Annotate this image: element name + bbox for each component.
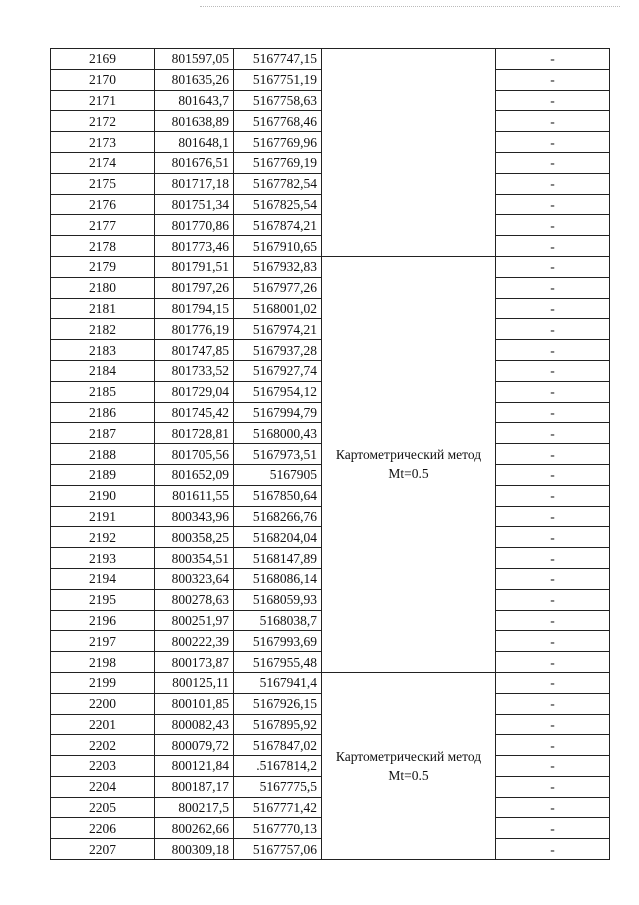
point-number-cell: 2185	[51, 381, 155, 402]
accuracy-dash-cell: -	[496, 69, 610, 90]
method-cell	[322, 256, 496, 672]
y-coordinate-cell: 5167758,63	[234, 90, 322, 111]
accuracy-dash-cell: -	[496, 714, 610, 735]
point-number-cell: 2196	[51, 610, 155, 631]
point-number-cell: 2189	[51, 464, 155, 485]
accuracy-dash-cell: -	[496, 402, 610, 423]
accuracy-dash-cell: -	[496, 735, 610, 756]
method-text-line: Mt=0.5	[388, 767, 429, 783]
y-coordinate-cell: 5167771,42	[234, 797, 322, 818]
y-coordinate-cell: .5167814,2	[234, 756, 322, 777]
accuracy-dash-cell: -	[496, 444, 610, 465]
y-coordinate-cell: 5167768,46	[234, 111, 322, 132]
accuracy-dash-cell: -	[496, 152, 610, 173]
point-number-cell: 2171	[51, 90, 155, 111]
x-coordinate-cell: 801747,85	[155, 340, 234, 361]
accuracy-dash-cell: -	[496, 49, 610, 70]
point-number-cell: 2177	[51, 215, 155, 236]
y-coordinate-cell: 5167927,74	[234, 360, 322, 381]
y-coordinate-cell: 5168204,04	[234, 527, 322, 548]
y-coordinate-cell: 5167769,19	[234, 152, 322, 173]
accuracy-dash-cell: -	[496, 360, 610, 381]
accuracy-dash-cell: -	[496, 610, 610, 631]
point-number-cell: 2197	[51, 631, 155, 652]
y-coordinate-cell: 5167847,02	[234, 735, 322, 756]
point-number-cell: 2194	[51, 568, 155, 589]
x-coordinate-cell: 800173,87	[155, 652, 234, 673]
y-coordinate-cell: 5167850,64	[234, 485, 322, 506]
accuracy-dash-cell: -	[496, 652, 610, 673]
x-coordinate-cell: 801643,7	[155, 90, 234, 111]
accuracy-dash-cell: -	[496, 672, 610, 693]
y-coordinate-cell: 5167941,4	[234, 672, 322, 693]
x-coordinate-cell: 800358,25	[155, 527, 234, 548]
y-coordinate-cell: 5167874,21	[234, 215, 322, 236]
point-number-cell: 2198	[51, 652, 155, 673]
point-number-cell: 2191	[51, 506, 155, 527]
x-coordinate-cell: 800251,97	[155, 610, 234, 631]
point-number-cell: 2206	[51, 818, 155, 839]
point-number-cell: 2178	[51, 236, 155, 257]
point-number-cell: 2195	[51, 589, 155, 610]
y-coordinate-cell: 5167782,54	[234, 173, 322, 194]
point-number-cell: 2173	[51, 132, 155, 153]
method-cell	[322, 672, 496, 859]
point-number-cell: 2170	[51, 69, 155, 90]
accuracy-dash-cell: -	[496, 527, 610, 548]
accuracy-dash-cell: -	[496, 464, 610, 485]
point-number-cell: 2205	[51, 797, 155, 818]
point-number-cell: 2169	[51, 49, 155, 70]
x-coordinate-cell: 801794,15	[155, 298, 234, 319]
y-coordinate-cell: 5167775,5	[234, 776, 322, 797]
y-coordinate-cell: 5167747,15	[234, 49, 322, 70]
accuracy-dash-cell: -	[496, 298, 610, 319]
y-coordinate-cell: 5167954,12	[234, 381, 322, 402]
point-number-cell: 2188	[51, 444, 155, 465]
accuracy-dash-cell: -	[496, 756, 610, 777]
scan-header-line	[200, 6, 620, 9]
point-number-cell: 2180	[51, 277, 155, 298]
y-coordinate-cell: 5167973,51	[234, 444, 322, 465]
point-number-cell: 2183	[51, 340, 155, 361]
x-coordinate-cell: 801729,04	[155, 381, 234, 402]
point-number-cell: 2199	[51, 672, 155, 693]
point-number-cell: 2200	[51, 693, 155, 714]
y-coordinate-cell: 5167932,83	[234, 256, 322, 277]
point-number-cell: 2204	[51, 776, 155, 797]
y-coordinate-cell: 5167770,13	[234, 818, 322, 839]
y-coordinate-cell: 5167769,96	[234, 132, 322, 153]
accuracy-dash-cell: -	[496, 423, 610, 444]
y-coordinate-cell: 5167910,65	[234, 236, 322, 257]
x-coordinate-cell: 801791,51	[155, 256, 234, 277]
x-coordinate-cell: 800101,85	[155, 693, 234, 714]
accuracy-dash-cell: -	[496, 381, 610, 402]
accuracy-dash-cell: -	[496, 797, 610, 818]
point-number-cell: 2181	[51, 298, 155, 319]
accuracy-dash-cell: -	[496, 194, 610, 215]
point-number-cell: 2190	[51, 485, 155, 506]
point-number-cell: 2201	[51, 714, 155, 735]
method-text-line: Картометрический метод	[335, 447, 482, 463]
method-cell	[322, 49, 496, 257]
y-coordinate-cell: 5167974,21	[234, 319, 322, 340]
accuracy-dash-cell: -	[496, 631, 610, 652]
x-coordinate-cell: 801751,34	[155, 194, 234, 215]
accuracy-dash-cell: -	[496, 111, 610, 132]
y-coordinate-cell: 5167937,28	[234, 340, 322, 361]
accuracy-dash-cell: -	[496, 693, 610, 714]
accuracy-dash-cell: -	[496, 485, 610, 506]
y-coordinate-cell: 5167905	[234, 464, 322, 485]
x-coordinate-cell: 801728,81	[155, 423, 234, 444]
y-coordinate-cell: 5167993,69	[234, 631, 322, 652]
x-coordinate-cell: 800309,18	[155, 839, 234, 860]
y-coordinate-cell: 5167757,06	[234, 839, 322, 860]
x-coordinate-cell: 800217,5	[155, 797, 234, 818]
y-coordinate-cell: 5167825,54	[234, 194, 322, 215]
accuracy-dash-cell: -	[496, 568, 610, 589]
accuracy-dash-cell: -	[496, 256, 610, 277]
point-number-cell: 2182	[51, 319, 155, 340]
point-number-cell: 2207	[51, 839, 155, 860]
x-coordinate-cell: 800354,51	[155, 548, 234, 569]
accuracy-dash-cell: -	[496, 506, 610, 527]
accuracy-dash-cell: -	[496, 839, 610, 860]
x-coordinate-cell: 800323,64	[155, 568, 234, 589]
x-coordinate-cell: 801745,42	[155, 402, 234, 423]
accuracy-dash-cell: -	[496, 776, 610, 797]
y-coordinate-cell: 5167926,15	[234, 693, 322, 714]
x-coordinate-cell: 801638,89	[155, 111, 234, 132]
accuracy-dash-cell: -	[496, 340, 610, 361]
x-coordinate-cell: 801773,46	[155, 236, 234, 257]
accuracy-dash-cell: -	[496, 548, 610, 569]
coordinates-table	[50, 48, 610, 860]
point-number-cell: 2203	[51, 756, 155, 777]
accuracy-dash-cell: -	[496, 277, 610, 298]
x-coordinate-cell: 801797,26	[155, 277, 234, 298]
point-number-cell: 2176	[51, 194, 155, 215]
accuracy-dash-cell: -	[496, 589, 610, 610]
x-coordinate-cell: 800262,66	[155, 818, 234, 839]
method-text-line: Mt=0.5	[388, 466, 429, 482]
accuracy-dash-cell: -	[496, 236, 610, 257]
point-number-cell: 2174	[51, 152, 155, 173]
y-coordinate-cell: 5168059,93	[234, 589, 322, 610]
x-coordinate-cell: 800082,43	[155, 714, 234, 735]
y-coordinate-cell: 5168086,14	[234, 568, 322, 589]
y-coordinate-cell: 5168266,76	[234, 506, 322, 527]
x-coordinate-cell: 801597,05	[155, 49, 234, 70]
x-coordinate-cell: 801611,55	[155, 485, 234, 506]
table-row	[51, 256, 610, 277]
x-coordinate-cell: 800079,72	[155, 735, 234, 756]
x-coordinate-cell: 801733,52	[155, 360, 234, 381]
y-coordinate-cell: 5167955,48	[234, 652, 322, 673]
method-text-line: Картометрический метод	[335, 748, 482, 764]
table-row	[51, 672, 610, 693]
accuracy-dash-cell: -	[496, 215, 610, 236]
point-number-cell: 2202	[51, 735, 155, 756]
x-coordinate-cell: 801652,09	[155, 464, 234, 485]
x-coordinate-cell: 800343,96	[155, 506, 234, 527]
x-coordinate-cell: 800125,11	[155, 672, 234, 693]
point-number-cell: 2192	[51, 527, 155, 548]
y-coordinate-cell: 5167751,19	[234, 69, 322, 90]
accuracy-dash-cell: -	[496, 132, 610, 153]
point-number-cell: 2175	[51, 173, 155, 194]
accuracy-dash-cell: -	[496, 90, 610, 111]
x-coordinate-cell: 800278,63	[155, 589, 234, 610]
coordinates-table-body	[51, 49, 610, 860]
table-row	[51, 49, 610, 70]
y-coordinate-cell: 5167895,92	[234, 714, 322, 735]
x-coordinate-cell: 801676,51	[155, 152, 234, 173]
y-coordinate-cell: 5167994,79	[234, 402, 322, 423]
x-coordinate-cell: 800121,84	[155, 756, 234, 777]
point-number-cell: 2172	[51, 111, 155, 132]
y-coordinate-cell: 5168147,89	[234, 548, 322, 569]
point-number-cell: 2193	[51, 548, 155, 569]
y-coordinate-cell: 5168001,02	[234, 298, 322, 319]
point-number-cell: 2186	[51, 402, 155, 423]
x-coordinate-cell: 800187,17	[155, 776, 234, 797]
accuracy-dash-cell: -	[496, 319, 610, 340]
point-number-cell: 2187	[51, 423, 155, 444]
y-coordinate-cell: 5168038,7	[234, 610, 322, 631]
x-coordinate-cell: 801705,56	[155, 444, 234, 465]
x-coordinate-cell: 801776,19	[155, 319, 234, 340]
accuracy-dash-cell: -	[496, 173, 610, 194]
accuracy-dash-cell: -	[496, 818, 610, 839]
x-coordinate-cell: 801717,18	[155, 173, 234, 194]
point-number-cell: 2179	[51, 256, 155, 277]
y-coordinate-cell: 5167977,26	[234, 277, 322, 298]
x-coordinate-cell: 801648,1	[155, 132, 234, 153]
point-number-cell: 2184	[51, 360, 155, 381]
y-coordinate-cell: 5168000,43	[234, 423, 322, 444]
x-coordinate-cell: 801770,86	[155, 215, 234, 236]
x-coordinate-cell: 801635,26	[155, 69, 234, 90]
x-coordinate-cell: 800222,39	[155, 631, 234, 652]
